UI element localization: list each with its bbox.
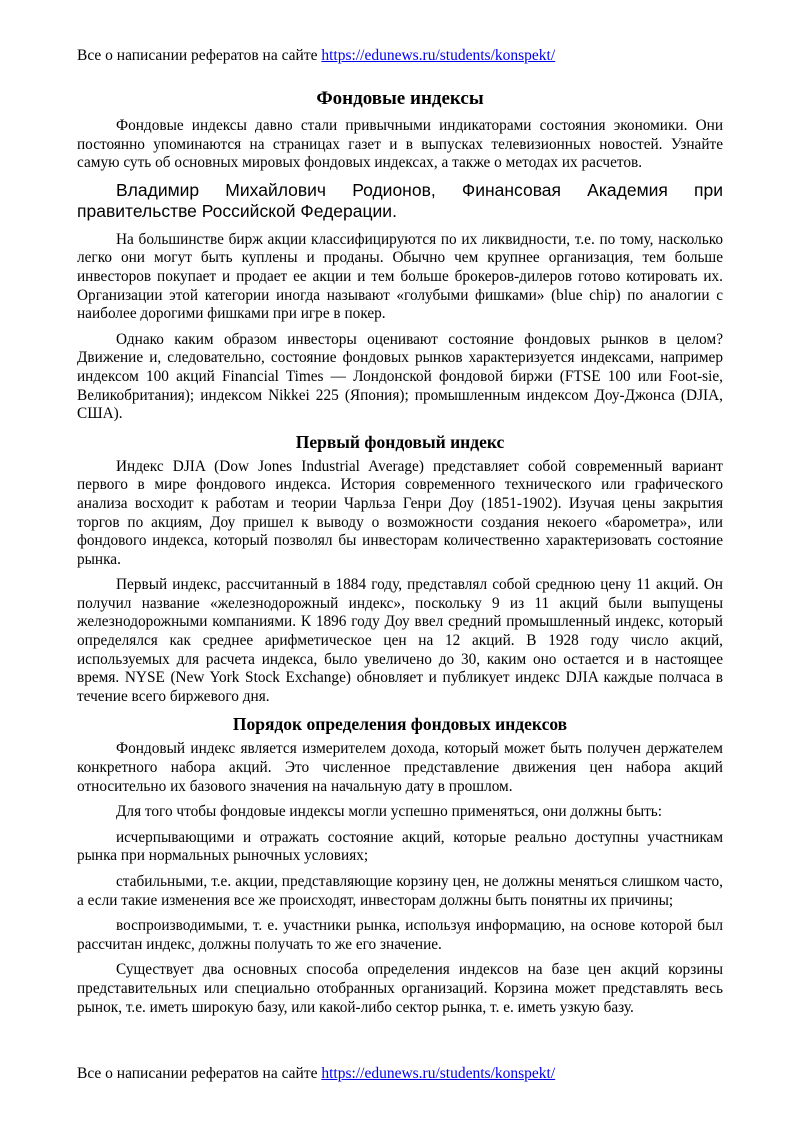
section-heading-first-index: Первый фондовый индекс <box>295 431 505 452</box>
paragraph: Для того чтобы фондовые индексы могли успешно применяться, они должны быть: <box>116 803 663 821</box>
promo-link[interactable]: https://edunews.ru/students/konspekt/ <box>321 1065 556 1082</box>
list-paragraph: стабильными, т.е. акции, представляющие корзину цен, не должны меняться слишком часто, а если такие изменения все же происходят, инвесторам должны быть понятны их причины; <box>77 873 723 909</box>
paragraph: Индекс DJIA (Dow Jones Industrial Average) представляет собой современный вариант первого в мире фондового индекса. История современного технического или графического анализа восходит к работам и теории Чарльза Генри Доу (1851-1902). Изучая цены закрытия торгов по акциям, Доу пришел к выводу о возможности создания некоего «барометра», или фондового индекса, который позволял бы инвесторам количественно характеризовать состояние рынка. <box>77 457 723 568</box>
paragraph: Первый индекс, рассчитанный в 1884 году, представлял собой среднюю цену 11 акций. Он получил название «железнодорожный индекс», поскольку 9 из 11 акций были выпущены железнодорожными компаниями. К 1896 году Доу ввел средний промышленный индекс, который определялся как среднее арифметическое цен на 12 акций. В 1928 году число акций, используемых для расчета индекса, было увеличено до 30, каким оно остается и в настоящее время. NYSE (New York Stock Exchange) обновляет и публикует индекс DJIA каждые полчаса в течение всего биржевого дня. <box>77 576 723 705</box>
list-paragraph: воспроизводимыми, т. е. участники рынка, используя информацию, на основе которой был рассчитан индекс, должны получать то же его значение. <box>77 917 723 953</box>
page-title: Фондовые индексы <box>316 88 484 109</box>
promo-footer <box>77 1065 555 1083</box>
paragraph: Фондовый индекс является измерителем дохода, который может быть получен держателем конкретного набора акций. Это численное представление движения цен набора акций относительно их базового значения на начальную дату в прошлом. <box>77 740 723 795</box>
paragraph: Существует два основных способа определения индексов на базе цен акций корзины представительных или специально отобранных организаций. Корзина может представлять весь рынок, т.е. иметь широкую базу, или какой-либо сектор рынка, т. е. иметь узкую базу. <box>77 961 723 1016</box>
list-paragraph: исчерпывающими и отражать состояние акций, которые реально доступны участникам рынка при нормальных рыночных условиях; <box>77 828 723 865</box>
promo-link[interactable]: https://edunews.ru/students/konspekt/ <box>321 47 556 64</box>
author-line: Владимир Михайлович Родионов, Финансовая Академия при правительстве Российской Федерации. <box>77 179 723 221</box>
intro-paragraph: Фондовые индексы давно стали привычными индикаторами состояния экономики. Они постоянно упоминаются на страницах газет и в выпусках телевизионных новостей. Узнайте самую суть об основных мировых фондовых индексах, а также о методах их расчетов. <box>77 117 723 172</box>
promo-header <box>77 47 555 65</box>
paragraph: Однако каким образом инвесторы оценивают состояние фондовых рынков в целом? Движение и, следовательно, состояние фондовых рынков характеризуется индексами, например индексом 100 акций Financial Times — Лондонской фондовой биржи (FTSE 100 или Foot-sie, Великобритания); индексом Nikkei 225 (Япония); промышленным индексом Доу-Джонса (DJIA, США). <box>77 330 723 423</box>
paragraph: На большинстве бирж акции классифицируются по их ликвидности, т.е. по тому, насколько легко они могут быть куплены и проданы. Обычно чем крупнее организация, тем больше инвесторов покупает и продает ее акции и тем больше брокеров-дилеров готово котировать их. Организации этой категории иногда называют «голубыми фишками» (blue chip) по аналогии с наиболее дорогими фишками при игре в покер. <box>77 230 723 323</box>
article <box>77 86 723 1024</box>
promo-text: Все о написании рефератов на сайте <box>77 47 322 64</box>
section-heading-index-methods: Порядок определения фондовых индексов <box>232 714 568 735</box>
promo-text: Все о написании рефератов на сайте <box>77 1065 322 1082</box>
